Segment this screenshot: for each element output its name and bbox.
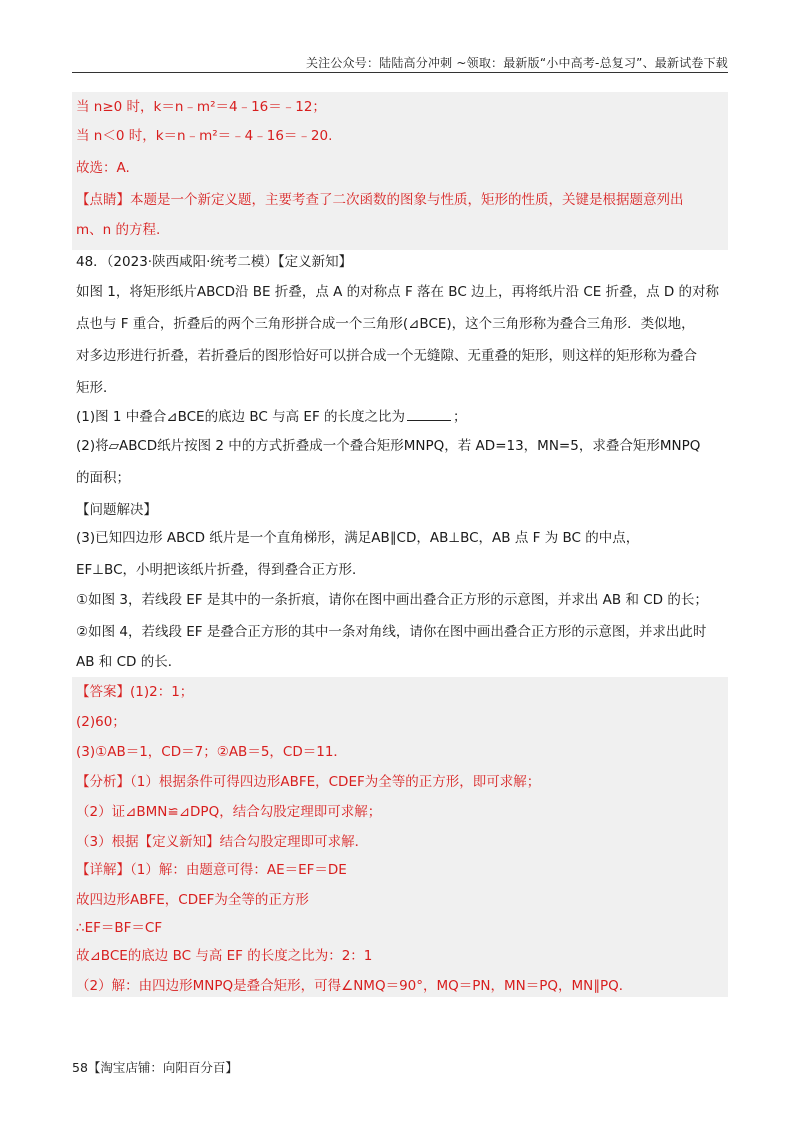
question-3e: AB 和 CD 的长．: [76, 654, 182, 670]
page-footer: 58【淘宝店铺：向阳百分百】: [72, 1060, 238, 1075]
answer-3: (3)①AB＝1，CD＝7；②AB＝5，CD＝11．: [76, 744, 347, 760]
detail-2: 故四边形ABFE，CDEF为全等的正方形: [76, 892, 309, 908]
question-para-3: 对多边形进行折叠，若折叠后的图形恰好可以拼合成一个无缝隙、无重叠的矩形，则这样的矩形称为叠合: [76, 348, 697, 364]
question-3a: (3)已知四边形 ABCD 纸片是一个直角梯形，满足AB∥CD，AB⊥BC，AB 点 F 为 BC 的中点，: [76, 530, 640, 546]
question-2a: (2)将▱ABCD纸片按图 2 中的方式折叠成一个叠合矩形MNPQ，若 AD=13，MN=5，求叠合矩形MNPQ: [76, 438, 701, 454]
question-3b: EF⊥BC，小明把该纸片折叠，得到叠合正方形．: [76, 562, 366, 578]
page-header: 关注公众号：陆陆高分冲刺 ~领取：最新版“小中高考-总复习”、最新试卷下载: [305, 56, 728, 70]
header-rule: [72, 72, 728, 73]
top-line-1: 当 n≥0 时，k＝n﹣m²＝4﹣16＝﹣12；: [76, 99, 326, 115]
question-3c: ①如图 3，若线段 EF 是其中的一条折痕，请你在图中画出叠合正方形的示意图，并求出 AB 和 CD 的长；: [76, 592, 708, 608]
detail-4: 故⊿BCE的底边 BC 与高 EF 的长度之比为：2：1: [76, 948, 373, 964]
question-para-4: 矩形．: [76, 380, 117, 396]
detail-3: ∴EF＝BF＝CF: [76, 920, 163, 936]
detail-1: 【详解】（1）解：由题意可得：AE＝EF＝DE: [76, 862, 347, 878]
detail-5: （2）解：由四边形MNPQ是叠合矩形，可得∠NMQ＝90°，MQ＝PN，MN＝PQ，MN∥PQ．: [76, 978, 633, 994]
top-line-3: 故选：A.: [76, 160, 130, 176]
question-2b: 的面积；: [76, 470, 130, 486]
top-line-2: 当 n＜0 时，k＝n﹣m²＝﹣4﹣16＝﹣20.: [76, 128, 333, 144]
top-line-4: 【点睛】本题是一个新定义题，主要考查了二次函数的图象与性质，矩形的性质，关键是根据题意列出: [76, 192, 684, 208]
question-para-2: 点也与 F 重合，折叠后的两个三角形拼合成一个三角形(⊿BCE)，这个三角形称为叠合三角形．类似地，: [76, 316, 695, 332]
answer-2: (2)60；: [76, 714, 126, 730]
question-1-end: ；: [453, 409, 467, 425]
answer-blank: [407, 406, 451, 421]
section-heading: 【问题解决】: [76, 502, 157, 518]
question-para-1: 如图 1，将矩形纸片ABCD沿 BE 折叠，点 A 的对称点 F 落在 BC 边上，再将纸片沿 CE 折叠，点 D 的对称: [76, 284, 720, 300]
analysis-3: （3）根据【定义新知】结合勾股定理即可求解．: [76, 834, 369, 850]
answer-1: 【答案】(1)2：1；: [76, 684, 194, 700]
analysis-1: 【分析】（1）根据条件可得四边形ABFE，CDEF为全等的正方形，即可求解；: [76, 774, 541, 790]
question-1: [76, 406, 724, 427]
question-title: 48．（2023·陕西咸阳·统考二模）【定义新知】: [76, 254, 353, 270]
question-1-text: (1)图 1 中叠合⊿BCE的底边 BC 与高 EF 的长度之比为: [76, 409, 405, 425]
top-line-5: m、n 的方程.: [76, 222, 161, 238]
analysis-2: （2）证⊿BMN≌⊿DPQ，结合勾股定理即可求解；: [76, 804, 382, 820]
question-3d: ②如图 4，若线段 EF 是叠合正方形的其中一条对角线，请你在图中画出叠合正方形的示意图，并求出此时: [76, 624, 707, 640]
